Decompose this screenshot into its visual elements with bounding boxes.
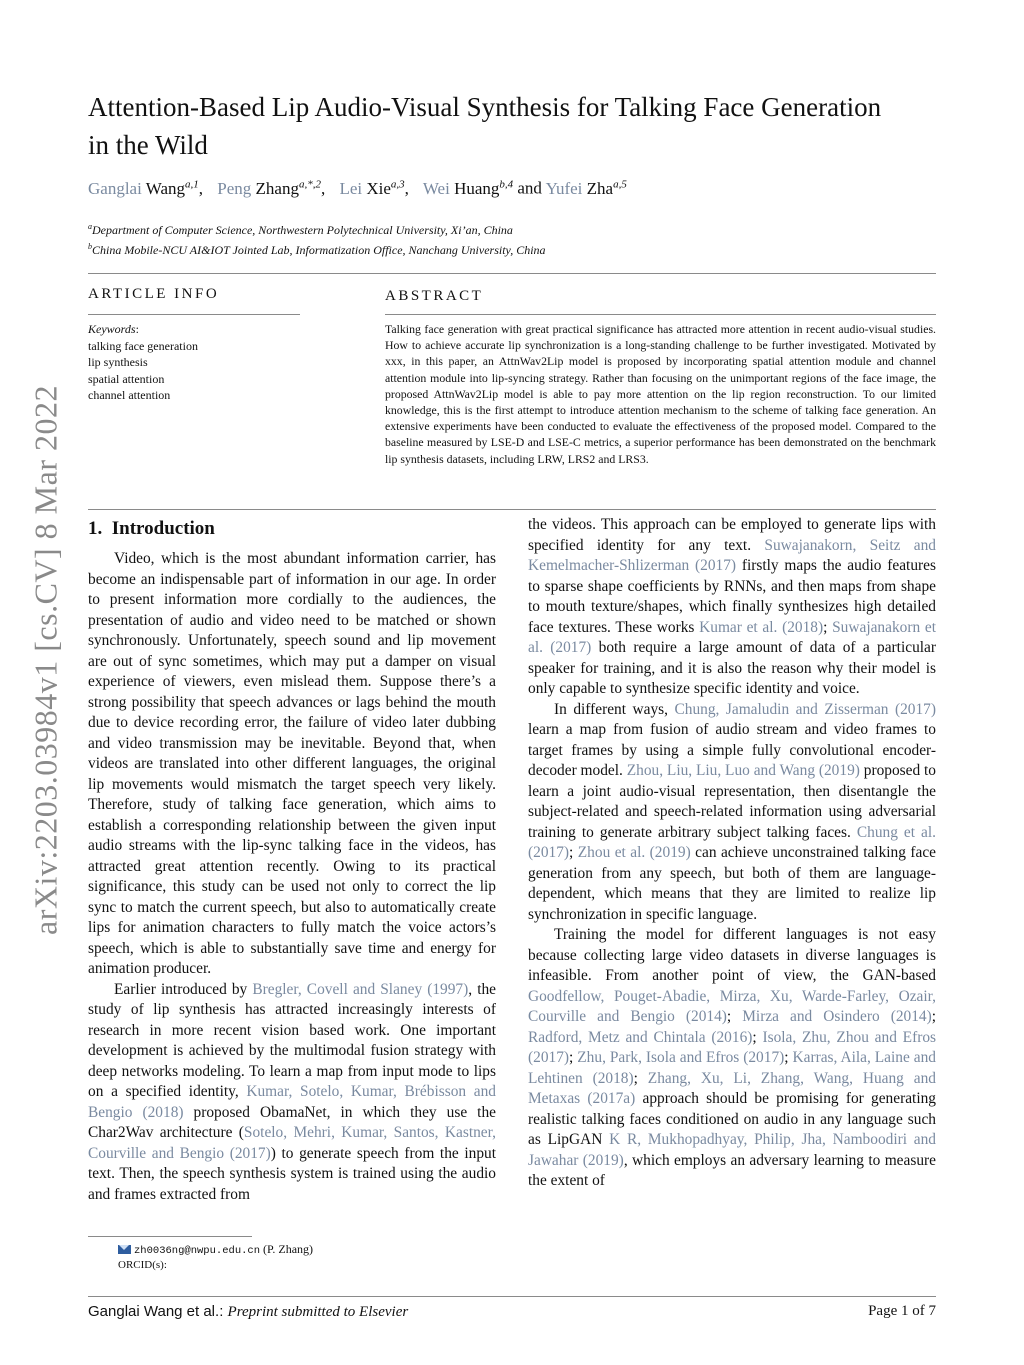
paragraph: Video, which is the most abundant information carrier, has become an indispensable part of information in our age. In order to present information more cordially to the audiences, the presentation of audio and video need to be matched or shown synchronously. Unfortunately, speech sound and lip movement are out of sync sometimes, which may put a damper on visual experience of viewers, even mislead them. Suppose there’s a strong possibility that speech advances or lags behind the mouth due to device recording error, the failure of video later dubbing and video transmission may be inevitable. Beyond that, when videos are translated into other different languages, the original lip movements would mismatch the target speech very likely. Therefore, study of talking face generation, which aims to establish a corresponding relationship between the given input audio streams with the lip-sync talking face in the videos, has attracted great attention recently. Owing to its practical significance, this study can be used not only to correct the lip sync to match the current speech, but also to automatically create lips for animation characters to fully match the voice actors’s speech, which is able to substantially save time and energy for animation producer. [88, 550, 496, 977]
author: Wei Huang$^{b,4}$ [422, 178, 514, 198]
citation-link[interactable]: Zhou, Liu, Liu, Luo and Wang (2019) [626, 762, 860, 779]
paragraph: Earlier introduced by Bregler, Covell and Slaney (1997), the study of lip synthesis has attracted increasingly interests of research in more recent vision based work. One important development is achieved by the multimodal fusion strategy with deep networks modeling. To learn a map from input mode to lips on a specified identity, Kumar, Sotelo, Kumar, Brébisson and Bengio (2018) proposed ObamaNet, in which they use the Char2Wav architecture (Sotelo, Mehri, Kumar, Santos, Kastner, Courville and Bengio (2017)) to generate speech from the input text. Then, the speech synthesis system is trained using the audio and frames extracted from [88, 980, 497, 1203]
citation-link[interactable]: Karras, Aila, Laine and Lehtinen (2018) [528, 1049, 936, 1087]
author: Ganglai Wang$^{a,1}$ [88, 178, 199, 198]
arxiv-side-stamp: arXiv:2203.03984v1 [cs.CV] 8 Mar 2022 [27, 385, 64, 935]
keywords-block: Keywords: talking face generation lip synthesis spatial attention channel attention [88, 322, 198, 403]
email-link[interactable]: zh0036ng@nwpu.edu.cn [134, 1245, 261, 1257]
abstract-text: Talking face generation with great practical significance has attracted more attention in recent audio-visual studies. How to achieve accurate lip synchronization is a long-standing challenge to be further investigated. Motivated by xxx, in this paper, an AttnWav2Lip model is proposed by incorporating spatial attention module and channel attention module into lip-syncing strategy. Rather than focusing on the unimportant regions of the face image, the proposed AttnWav2Lip model is able to pay more attention on the lip region reconstruction. To our limited knowledge, this is the first attempt to introduce attention mechanism to the scheme of talking face generation. An extensive experiments have been conducted to evaluate the effectiveness of the proposed model. Compared to the baseline measured by LSE-D and LSE-C metrics, a superior performance has been demonstrated on the benchmark lip synthesis datasets, including LRW, LRS2 and LRS3. [385, 322, 936, 466]
paragraph: In different ways, Chung, Jamaludin and Zisserman (2017) learn a map from fusion of audio stream and video frames to target frames by using a simple fully convolutional encoder-decoder model. Zhou, Liu, Liu, Luo and Wang (2019) proposed to learn a joint audio-visual representation, then disentangle the subject-related and speech-related information using adversarial training to generate arbitrary subject talking faces. Chung et al. (2017); Zhou et al. (2019) can achieve unconstrained talking face generation from any speech, but both of them are language-dependent, which means that they are limited to realize lip synchronization in specific language. [528, 700, 937, 923]
citation-link[interactable]: Zhu, Park, Isola and Efros (2017) [577, 1049, 785, 1066]
author-list: Ganglai Wang$^{a,1}$, Peng Zhang$^{a,*,2}$, Lei Xie$^{a,3}$, Wei Huang$^{b,4}$ and Yufei Zha$^{a,5}$ [88, 178, 627, 198]
paragraph: Training the model for different languages is not easy because collecting large video datasets in diverse languages is infeasible. From another point of view, the GAN-based Goodfellow, Pouget-Abadie, Mirza, Xu, Warde-Farley, Ozair, Courville and Bengio (2014); Mirza and Osindero (2014); Radford, Metz and Chintala (2016); Isola, Zhu, Zhou and Efros (2017); Zhu, Park, Isola and Efros (2017); Karras, Aila, Laine and Lehtinen (2018); Zhang, Xu, Li, Zhang, Wang, Huang and Metaxas (2017a) approach should be promising for generating realistic talking faces conditioned on audio in any language such as LipGAN K R, Mukhopadhyay, Philip, Jha, Namboodiri and Jawahar (2019), which employs an adversary learning to measure the extent of [528, 926, 937, 1189]
abstract-divider [88, 509, 936, 510]
citation-link[interactable]: Chung, Jamaludin and Zisserman (2017) [674, 700, 936, 718]
citation-link[interactable]: Radford, Metz and Chintala (2016) [528, 1028, 753, 1046]
citation-link[interactable]: Suwajanakorn, Seitz and Kemelmacher-Shlizerman (2017) [528, 536, 936, 574]
affiliation: $^b$China Mobile-NCU AI&IOT Jointed Lab, Informatization Office, Nanchang University, China [88, 242, 546, 257]
right-column [528, 515, 936, 1192]
section-heading: 1. Introduction [88, 518, 215, 539]
citation-link[interactable]: Kumar, Sotelo, Kumar, Brébisson and Bengio (2018) [88, 1083, 496, 1121]
citation-link[interactable]: Chung et al. (2017) [528, 823, 937, 861]
header-divider [88, 273, 936, 274]
citation-link[interactable]: K R, Mukhopadhyay, Philip, Jha, Namboodiri and Jawahar (2019) [528, 1131, 937, 1169]
envelope-icon [118, 1245, 131, 1254]
footer-citation: Ganglai Wang et al.: Preprint submitted to Elsevier [88, 1303, 409, 1320]
author: Peng Zhang$^{a,*,2}$ [217, 178, 321, 198]
author: Lei Xie$^{a,3}$ [339, 178, 405, 198]
citation-link[interactable]: Suwajanakorn et al. (2017) [528, 618, 936, 656]
keywords-label: Keywords [88, 322, 136, 336]
footnote-orcid: ORCID(s): [118, 1259, 167, 1271]
citation-link[interactable]: Goodfellow, Pouget-Abadie, Mirza, Xu, Warde-Farley, Ozair, Courville and Bengio (2014) [528, 987, 936, 1025]
keyword: talking face generation [88, 338, 198, 353]
affiliation: $^a$Department of Computer Science, Northwestern Polytechnical University, Xi’an, China [88, 222, 513, 237]
citation-link[interactable]: Isola, Zhu, Zhou and Efros (2017) [528, 1028, 937, 1066]
citation-link[interactable]: Mirza and Osindero (2014) [742, 1008, 932, 1025]
footnote-rule [88, 1236, 252, 1237]
citation-link[interactable]: Sotelo, Mehri, Kumar, Santos, Kastner, Courville and Bengio (2017) [88, 1124, 496, 1162]
citation-link[interactable]: Zhang, Xu, Li, Zhang, Wang, Huang and Metaxas (2017a) [528, 1069, 936, 1107]
footer-rule [88, 1296, 936, 1297]
author: Yufei Zha$^{a,5}$ [545, 178, 627, 198]
citation-link[interactable]: Zhou et al. (2019) [577, 844, 691, 861]
citation-link[interactable]: Bregler, Covell and Slaney (1997) [252, 980, 469, 998]
keyword: spatial attention [88, 371, 165, 386]
keyword: lip synthesis [88, 355, 148, 370]
article-info-heading: ARTICLE INFO [88, 286, 220, 302]
authors-and: and [517, 178, 542, 198]
article-info-rule [88, 314, 300, 315]
page-number: Page 1 of 7 [868, 1303, 936, 1319]
abstract-heading: ABSTRACT [385, 288, 484, 304]
paper-title: Attention-Based Lip Audio-Visual Synthesis for Talking Face Generation in the Wild [88, 92, 882, 160]
citation-link[interactable]: Kumar et al. (2018) [699, 618, 824, 636]
paragraph: the videos. This approach can be employed to generate lips with specified identity for any text. Suwajanakorn, Seitz and Kemelmacher-Shlizerman (2017) firstly maps the audio features to sparse shape coefficients by RNNs, and then maps from shape to mouth texture/shapes, which finally synthesizes high detailed face textures. These works Kumar et al. (2018); Suwajanakorn et al. (2017) both require a large amount of data of a particular speaker for training, and it is also the reason why their model is only capable to synthesize specific identity and voice. [528, 516, 936, 697]
footnote-email: zh0036ng@nwpu.edu.cn (P. Zhang) [118, 1242, 313, 1257]
keyword: channel attention [88, 388, 171, 403]
left-column [88, 517, 496, 1205]
abstract-rule [385, 314, 936, 315]
